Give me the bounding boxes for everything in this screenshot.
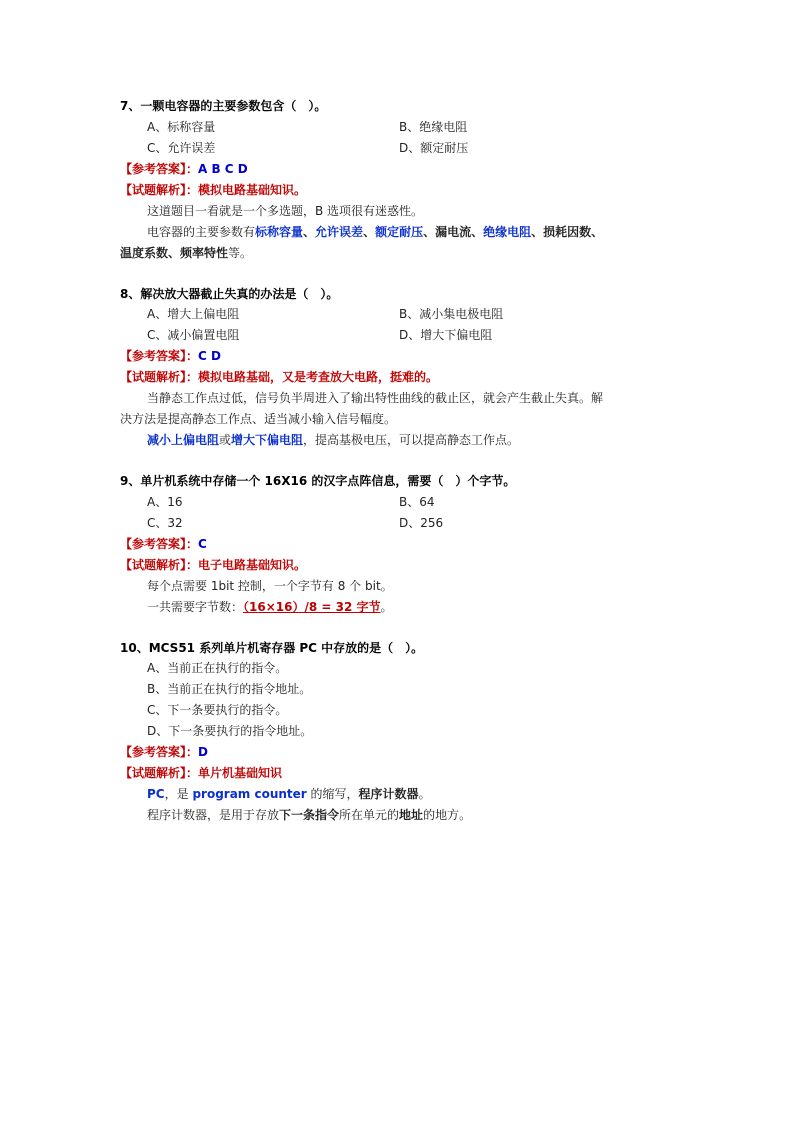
question-7-option-a: A、标称容量 [147,120,216,134]
separator: 、 [363,225,376,239]
text-span: 等。 [228,246,253,260]
question-10-paragraph-1 [147,785,431,803]
answer-label: 【参考答案】： [120,349,199,363]
question-9-option-a: A、16 [147,495,183,509]
text-span: 温度系数、频率特性 [120,246,229,260]
text-span: 一共需要字节数： [147,600,244,614]
text-span: 。 [418,787,431,801]
keyword: 减小上偏电阻 [147,433,220,447]
analysis-label: 【试题解析】： [120,558,199,572]
question-8-paragraph-1: 当静态工作点过低，信号负半周进入了输出特性曲线的截止区，就会产生截止失真。解 [147,391,604,405]
keyword: 地址 [399,808,424,822]
keyword: 增大下偏电阻 [231,433,304,447]
answer-value: C [198,537,207,551]
answer-label: 【参考答案】： [120,537,199,551]
analysis-text: 电子电路基础知识。 [198,558,307,572]
question-9-option-d: D、256 [399,516,444,530]
analysis-label: 【试题解析】： [120,183,199,197]
analysis-text: 模拟电路基础知识。 [198,183,307,197]
text-span: ，是 [164,787,193,801]
question-8-option-c: C、减小偏置电阻 [147,328,240,342]
answer-label: 【参考答案】： [120,745,199,759]
question-7-answer [120,160,248,178]
question-10-title: 10、MCS51 系列单片机寄存器 PC 中存放的是（ ）。 [120,641,424,655]
question-8-option-b: B、减小集电极电阻 [399,307,504,321]
answer-label: 【参考答案】： [120,162,199,176]
question-8-paragraph-1-cont: 决方法是提高静态工作点、适当减小输入信号幅度。 [120,412,397,426]
keyword: 允许误差 [315,225,364,239]
question-8-option-d: D、增大下偏电阻 [399,328,493,342]
keyword: 程序计数器 [358,787,419,801]
keyword: 下一条指令 [279,808,340,822]
question-10-option-b: B、当前正在执行的指令地址。 [147,682,312,696]
keyword: 额定耐压 [375,225,424,239]
text-span: 的地方。 [423,808,472,822]
question-9-paragraph-2 [147,598,393,616]
text-span: 、损耗因数、 [531,225,604,239]
question-9-analysis [120,556,306,574]
keyword: （16×16）/8 = 32 字节 [243,600,381,614]
question-7-paragraph-2 [147,223,603,241]
keyword: 绝缘电阻 [483,225,532,239]
text-span: 的缩写， [306,787,359,801]
keyword: program counter [192,787,307,801]
keyword: 标称容量 [255,225,304,239]
answer-value: D [198,745,208,759]
question-8-title: 8、解决放大器截止失真的办法是（ ）。 [120,287,339,301]
keyword: PC [147,787,165,801]
question-7-paragraph-1: 这道题目一看就是一个多选题，B 选项很有迷惑性。 [147,204,424,218]
text-span: 所在单元的 [339,808,400,822]
question-8-option-a: A、增大上偏电阻 [147,307,240,321]
question-7-analysis [120,181,306,199]
question-8-answer [120,347,221,365]
question-10-analysis [120,764,282,782]
text-span: 电容器的主要参数有 [147,225,256,239]
analysis-label: 【试题解析】： [120,370,199,384]
question-10-option-d: D、下一条要执行的指令地址。 [147,724,313,738]
question-7-title: 7、一颗电容器的主要参数包含（ ）。 [120,99,327,113]
question-10-answer [120,743,208,761]
text-span: 或 [219,433,232,447]
question-8-paragraph-2 [147,431,519,449]
question-8-analysis [120,368,438,386]
answer-value: A B C D [198,162,248,176]
question-9-title: 9、单片机系统中存储一个 16X16 的汉字点阵信息，需要（ ）个字节。 [120,474,516,488]
question-9-option-c: C、32 [147,516,183,530]
separator: 、 [303,225,316,239]
question-7-option-b: B、绝缘电阻 [399,120,468,134]
question-10-option-c: C、下一条要执行的指令。 [147,703,288,717]
text-span: ，提高基极电压，可以提高静态工作点。 [303,433,520,447]
text-span: 。 [380,600,393,614]
answer-value: C D [198,349,221,363]
text-span: 程序计数器，是用于存放 [147,808,280,822]
question-9-answer [120,535,207,553]
analysis-text: 模拟电路基础，又是考查放大电路，挺难的。 [198,370,439,384]
question-7-paragraph-2-cont [120,244,252,262]
question-9-paragraph-1: 每个点需要 1bit 控制，一个字节有 8 个 bit。 [147,579,393,593]
question-7-option-d: D、额定耐压 [399,141,469,155]
question-9-option-b: B、64 [399,495,435,509]
question-10-paragraph-2 [147,806,471,824]
question-10-option-a: A、当前正在执行的指令。 [147,661,288,675]
analysis-label: 【试题解析】： [120,766,199,780]
text-span: 、漏电流、 [423,225,484,239]
analysis-text: 单片机基础知识 [198,766,283,780]
question-7-option-c: C、允许误差 [147,141,216,155]
